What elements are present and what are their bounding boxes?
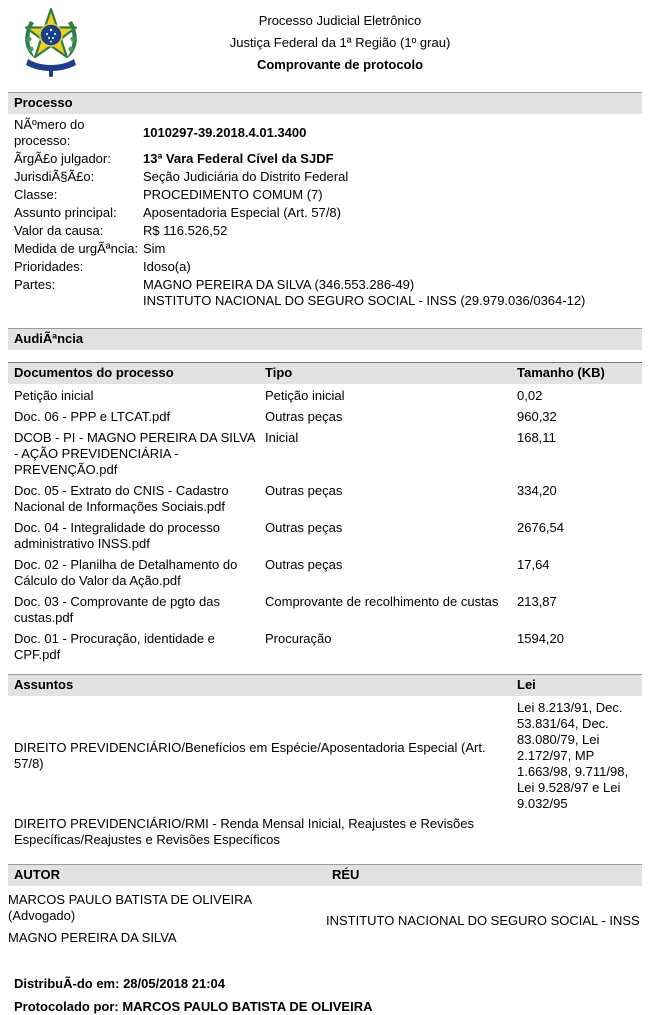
doc-size: 168,11	[517, 430, 556, 445]
autor-column	[8, 890, 326, 952]
section-title: Assuntos	[14, 677, 74, 692]
footer	[8, 976, 642, 1015]
field-value: Aposentadoria Especial (Art. 57/8)	[143, 205, 341, 220]
table-row	[14, 629, 636, 666]
protocolado-label: Protocolado por:	[14, 999, 119, 1014]
reu-column	[326, 913, 642, 929]
col-header-tipo: Tipo	[265, 365, 293, 380]
field-value: Sim	[143, 241, 166, 256]
document-header	[0, 0, 650, 92]
doc-size: 213,87	[517, 594, 557, 609]
field-numero-processo	[14, 116, 636, 150]
reu-name: INSTITUTO NACIONAL DO SEGURO SOCIAL - INSS	[326, 913, 640, 928]
field-value: 1010297-39.2018.4.01.3400	[143, 125, 307, 140]
doc-name: Doc. 06 - PPP e LTCAT.pdf	[14, 409, 171, 424]
doc-size: 960,32	[517, 409, 557, 424]
protocolado-line	[14, 999, 636, 1015]
doc-name: DCOB - PI - MAGNO PEREIRA DA SILVA - AÇÃO PREVIDENCIÁRIA - PREVENÇÃO.pdf	[14, 430, 255, 477]
field-label: JurisdiÃ§Ã£o:	[14, 169, 95, 184]
system-name: Processo Judicial Eletrônico	[258, 13, 422, 28]
field-value: R$ 116.526,52	[143, 223, 228, 238]
distribuido-value: 28/05/2018 21:04	[123, 976, 226, 991]
field-prioridades	[14, 258, 636, 276]
autor-name: MAGNO PEREIRA DA SILVA	[8, 930, 177, 945]
doc-size: 334,20	[517, 483, 557, 498]
processo-fields	[8, 114, 642, 310]
doc-name: Doc. 04 - Integralidade do processo administrativo INSS.pdf	[14, 520, 220, 551]
table-row	[14, 481, 636, 518]
autor-name: MARCOS PAULO BATISTA DE OLIVEIRA (Advogado)	[8, 892, 252, 923]
section-header-audiencia	[8, 328, 642, 350]
table-row	[14, 407, 636, 428]
field-valor-causa	[14, 222, 636, 240]
field-label: Prioridades:	[14, 259, 84, 274]
section-title: AudiÃªncia	[14, 331, 84, 346]
section-header-autor-reu	[8, 864, 642, 886]
doc-size: 2676,54	[517, 520, 564, 535]
doc-name: Doc. 03 - Comprovante de pgto das custas.pdf	[14, 594, 220, 625]
field-label: Partes:	[14, 277, 56, 292]
col-header-tamanho: Tamanho (KB)	[517, 365, 605, 380]
field-value: Idoso(a)	[143, 259, 191, 274]
field-label: Valor da causa:	[14, 223, 104, 238]
field-value	[143, 277, 636, 309]
autor-reu-body	[8, 886, 642, 954]
court-name: Justiça Federal da 1ª Região (1º grau)	[229, 35, 451, 50]
col-header-documentos: Documentos do processo	[14, 365, 174, 380]
section-title: Processo	[14, 95, 73, 110]
table-row	[14, 386, 636, 407]
doc-size: 1594,20	[517, 631, 564, 646]
field-jurisdicao	[14, 168, 636, 186]
col-header-reu: RÉU	[332, 867, 360, 882]
field-orgao-julgador	[14, 150, 636, 168]
header-text-block	[0, 0, 650, 73]
field-label: NÃºmero do processo:	[14, 117, 85, 148]
section-header-assuntos	[8, 674, 642, 696]
page-title: Comprovante de protocolo	[256, 57, 424, 72]
field-value: 13ª Vara Federal Cível da SJDF	[143, 151, 334, 166]
doc-size: 17,64	[517, 557, 550, 572]
doc-type: Comprovante de recolhimento de custas	[265, 594, 499, 609]
assunto-name: DIREITO PREVIDENCIÁRIO/Benefícios em Espécie/Aposentadoria Especial (Art. 57/8)	[14, 740, 486, 771]
field-value: PROCEDIMENTO COMUM (7)	[143, 187, 323, 202]
documents-table-header	[8, 362, 642, 384]
documents-table-body	[8, 384, 642, 666]
doc-type: Outras peças	[265, 557, 343, 572]
table-row	[14, 428, 636, 481]
brazil-coat-of-arms-icon	[22, 7, 80, 79]
field-partes	[14, 276, 636, 310]
assunto-name: DIREITO PREVIDENCIÁRIO/RMI - Renda Mensal Inicial, Reajustes e Revisões Específicas/Reajustes e Revisões Específicos	[14, 816, 474, 847]
doc-type: Outras peças	[265, 520, 343, 535]
doc-type: Outras peças	[265, 409, 343, 424]
doc-type: Inicial	[265, 430, 299, 445]
doc-type: Procuração	[265, 631, 332, 646]
table-row	[14, 592, 636, 629]
field-classe	[14, 186, 636, 204]
field-label: Medida de urgÃªncia:	[14, 241, 139, 256]
parte-reu: INSTITUTO NACIONAL DO SEGURO SOCIAL - INSS (29.979.036/0364-12)	[143, 293, 586, 308]
field-assunto-principal	[14, 204, 636, 222]
assuntos-section	[0, 674, 650, 850]
col-header-autor: AUTOR	[14, 867, 60, 882]
parte-autor: MAGNO PEREIRA DA SILVA (346.553.286-49)	[143, 277, 415, 292]
doc-name: Petição inicial	[14, 388, 94, 403]
assunto-lei: Lei 8.213/91, Dec. 53.831/64, Dec. 83.080/79, Lei 2.172/97, MP 1.663/98, 9.711/98, Lei 9.528/97 e Lei 9.032/95	[517, 700, 629, 811]
assunto-lei	[517, 816, 636, 848]
doc-name: Doc. 02 - Planilha de Detalhamento do Cálculo do Valor da Ação.pdf	[14, 557, 238, 588]
table-row	[14, 555, 636, 592]
section-header-processo	[8, 92, 642, 114]
col-header-lei: Lei	[517, 677, 536, 692]
doc-name: Doc. 01 - Procuração, identidade e CPF.pdf	[14, 631, 215, 662]
field-medida-urgencia	[14, 240, 636, 258]
list-item	[14, 814, 636, 850]
distribuido-label: DistribuÃ-do em:	[14, 976, 120, 991]
field-value: Seção Judiciária do Distrito Federal	[143, 169, 349, 184]
doc-size: 0,02	[517, 388, 543, 403]
list-item	[14, 698, 636, 814]
field-label: Assunto principal:	[14, 205, 117, 220]
field-label: Classe:	[14, 187, 58, 202]
distribuido-line	[14, 976, 636, 992]
table-row	[14, 518, 636, 555]
doc-type: Petição inicial	[265, 388, 345, 403]
doc-name: Doc. 05 - Extrato do CNIS - Cadastro Nacional de Informações Sociais.pdf	[14, 483, 229, 514]
protocolado-value: MARCOS PAULO BATISTA DE OLIVEIRA	[122, 999, 373, 1014]
assuntos-body	[8, 696, 642, 850]
field-label: ÃrgÃ£o julgador:	[14, 151, 111, 166]
doc-type: Outras peças	[265, 483, 343, 498]
